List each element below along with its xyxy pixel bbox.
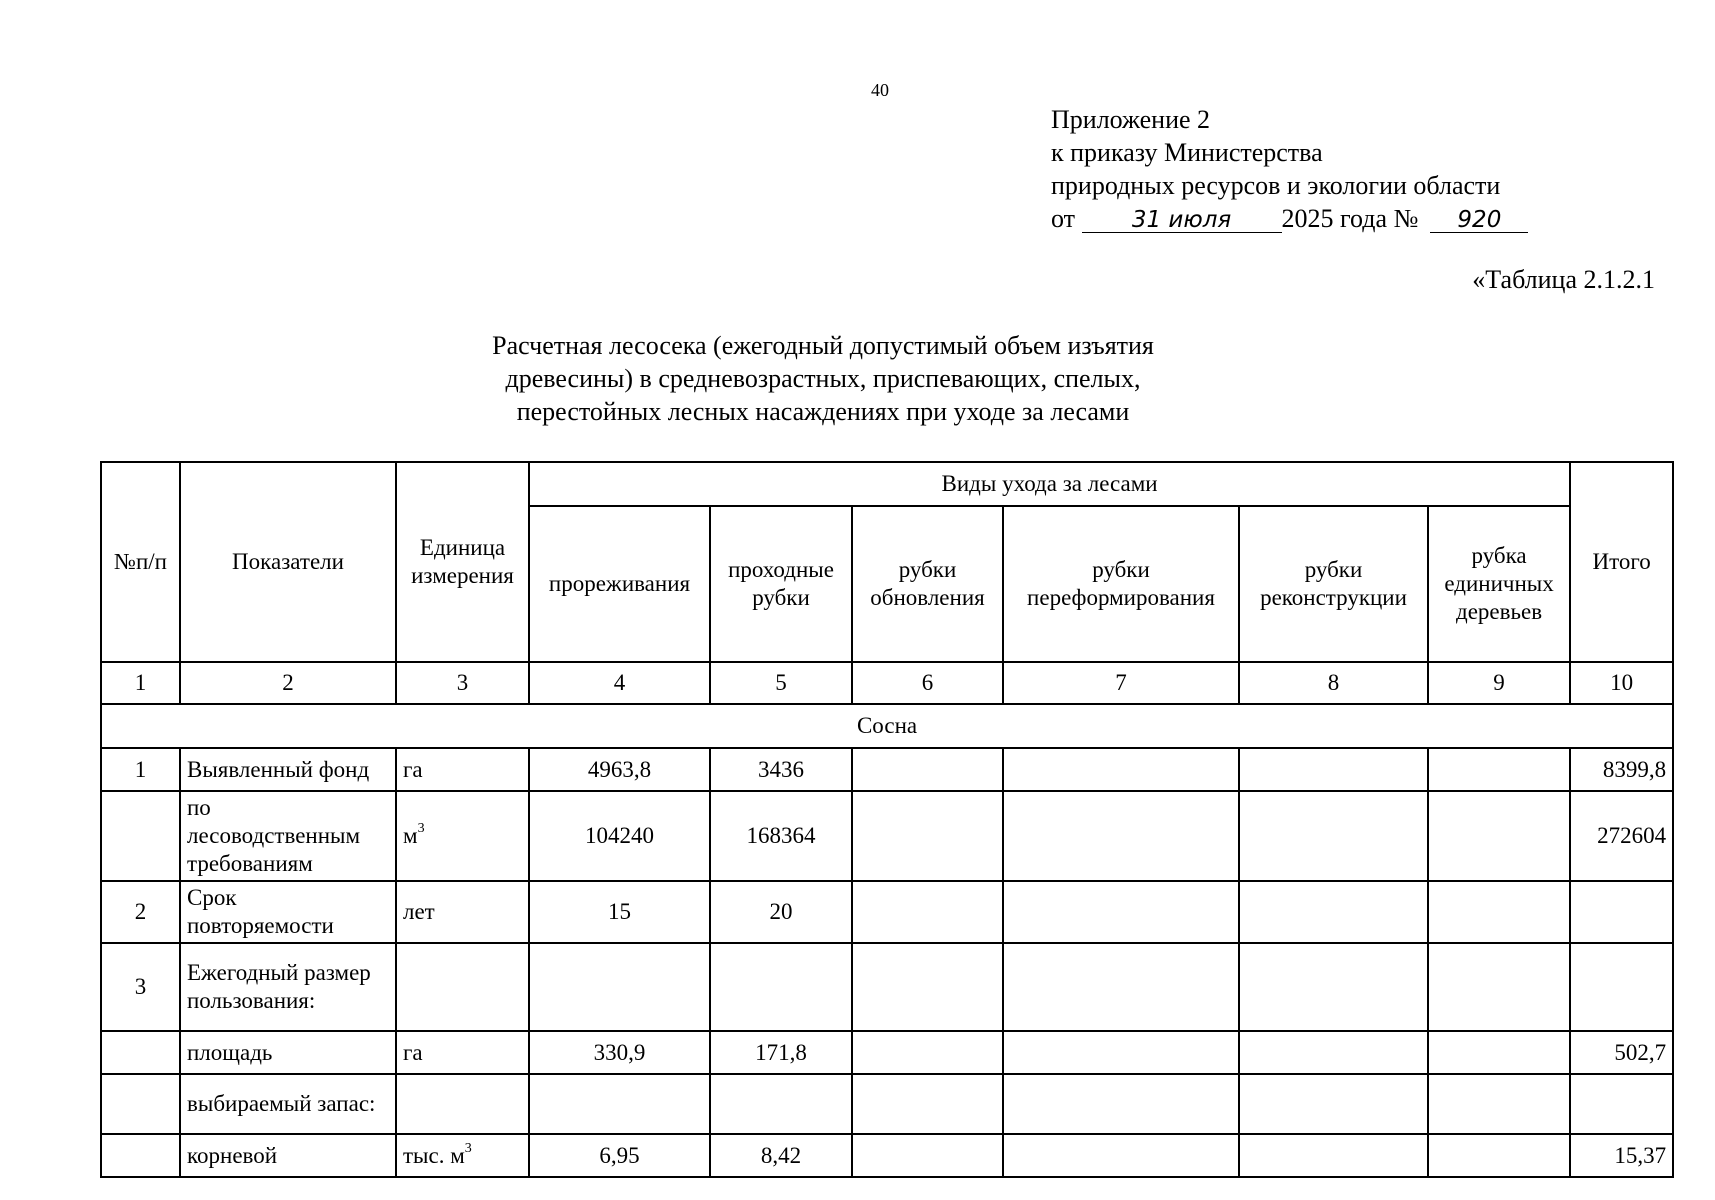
cell-total xyxy=(1570,1074,1673,1134)
header-reconstruction-cuts: рубки реконструкции xyxy=(1239,506,1428,662)
row-unit xyxy=(396,943,529,1031)
column-number: 9 xyxy=(1428,662,1570,704)
date-prefix: от xyxy=(1051,204,1076,233)
cell-total: 502,7 xyxy=(1570,1031,1673,1074)
cell-passing: 8,42 xyxy=(710,1134,852,1177)
header-thinning: прореживания xyxy=(529,506,710,662)
row-num xyxy=(101,791,180,881)
row-indicator: по лесоводственным требованиям xyxy=(180,791,396,881)
cell-single-trees xyxy=(1428,748,1570,791)
cell-thinning: 330,9 xyxy=(529,1031,710,1074)
cell-reformation xyxy=(1003,881,1239,943)
cell-thinning: 6,95 xyxy=(529,1134,710,1177)
row-unit: га xyxy=(396,1031,529,1074)
cell-reconstruction xyxy=(1239,1031,1428,1074)
header-row-1 xyxy=(101,462,1673,506)
cell-single-trees xyxy=(1428,1074,1570,1134)
cell-reconstruction xyxy=(1239,881,1428,943)
header-care-types: Виды ухода за лесами xyxy=(529,462,1570,506)
cell-renewal xyxy=(852,748,1003,791)
table-row xyxy=(101,1031,1673,1074)
table-row xyxy=(101,1074,1673,1134)
cell-thinning: 104240 xyxy=(529,791,710,881)
cell-total: 8399,8 xyxy=(1570,748,1673,791)
row-num xyxy=(101,1074,180,1134)
appendix-order-ref: к приказу Министерства xyxy=(1051,138,1323,167)
table-row xyxy=(101,791,1673,881)
cell-single-trees xyxy=(1428,791,1570,881)
table-row xyxy=(101,1134,1673,1177)
cell-reconstruction xyxy=(1239,943,1428,1031)
cell-total: 272604 xyxy=(1570,791,1673,881)
cell-single-trees xyxy=(1428,1031,1570,1074)
appendix-date-line xyxy=(1051,202,1528,235)
appendix-block xyxy=(1051,103,1528,235)
row-unit xyxy=(396,791,529,881)
row-num: 3 xyxy=(101,943,180,1031)
cell-thinning xyxy=(529,943,710,1031)
column-number: 3 xyxy=(396,662,529,704)
appendix-title: Приложение 2 xyxy=(1051,105,1211,134)
header-single-tree-cuts: рубка единичных деревьев xyxy=(1428,506,1570,662)
row-indicator: площадь xyxy=(180,1031,396,1074)
column-number: 8 xyxy=(1239,662,1428,704)
cell-thinning: 4963,8 xyxy=(529,748,710,791)
header-indicators: Показатели xyxy=(180,462,396,662)
section-title: Сосна xyxy=(101,704,1673,748)
row-indicator: Ежегодный размер пользования: xyxy=(180,943,396,1031)
cell-reformation xyxy=(1003,1031,1239,1074)
row-indicator: выбираемый запас: xyxy=(180,1074,396,1134)
cell-passing: 171,8 xyxy=(710,1031,852,1074)
cell-passing: 20 xyxy=(710,881,852,943)
column-number: 1 xyxy=(101,662,180,704)
cell-single-trees xyxy=(1428,881,1570,943)
column-number: 7 xyxy=(1003,662,1239,704)
header-unit: Единица измерения xyxy=(396,462,529,662)
row-indicator: Выявленный фонд xyxy=(180,748,396,791)
title-line-1: Расчетная лесосека (ежегодный допустимый объем изъятия xyxy=(492,331,1154,360)
cell-reformation xyxy=(1003,1074,1239,1134)
cell-passing: 3436 xyxy=(710,748,852,791)
column-number: 5 xyxy=(710,662,852,704)
title-line-3: перестойных лесных насаждениях при уходе за лесами xyxy=(516,397,1130,426)
unit-superscript: 3 xyxy=(417,821,425,837)
cell-reconstruction xyxy=(1239,748,1428,791)
column-number: 2 xyxy=(180,662,396,704)
unit-base: тыс. м xyxy=(403,1142,465,1168)
row-num xyxy=(101,1031,180,1074)
row-num: 1 xyxy=(101,748,180,791)
handwritten-date: 31 июля xyxy=(1082,208,1282,233)
cell-thinning xyxy=(529,1074,710,1134)
cell-passing xyxy=(710,943,852,1031)
unit-base: м xyxy=(403,823,418,848)
cell-reformation xyxy=(1003,1134,1239,1177)
cell-renewal xyxy=(852,791,1003,881)
cell-thinning: 15 xyxy=(529,881,710,943)
cell-passing xyxy=(710,1074,852,1134)
appendix-ministry: природных ресурсов и экологии области xyxy=(1051,171,1501,200)
cell-renewal xyxy=(852,881,1003,943)
header-num: №п/п xyxy=(101,462,180,662)
year-text: 2025 года № xyxy=(1281,204,1419,233)
row-unit: га xyxy=(396,748,529,791)
handwritten-order-number: 920 xyxy=(1430,208,1528,233)
cell-total: 15,37 xyxy=(1570,1134,1673,1177)
header-renewal-cuts: рубки обновления xyxy=(852,506,1003,662)
column-number: 4 xyxy=(529,662,710,704)
cell-reconstruction xyxy=(1239,1134,1428,1177)
table-row xyxy=(101,943,1673,1031)
cell-single-trees xyxy=(1428,1134,1570,1177)
section-row xyxy=(101,704,1673,748)
header-reformation-cuts: рубки переформирования xyxy=(1003,506,1239,662)
header-total: Итого xyxy=(1570,462,1673,662)
cell-renewal xyxy=(852,1074,1003,1134)
cell-reformation xyxy=(1003,748,1239,791)
row-unit xyxy=(396,1074,529,1134)
document-title xyxy=(483,329,1163,428)
title-line-2: древесины) в средневозрастных, приспевающих, спелых, xyxy=(505,364,1141,393)
cell-total xyxy=(1570,943,1673,1031)
header-passing-cuts: проходные рубки xyxy=(710,506,852,662)
row-unit: лет xyxy=(396,881,529,943)
cell-single-trees xyxy=(1428,943,1570,1031)
cell-reformation xyxy=(1003,943,1239,1031)
row-num xyxy=(101,1134,180,1177)
column-number: 10 xyxy=(1570,662,1673,704)
cell-reconstruction xyxy=(1239,1074,1428,1134)
table-row xyxy=(101,881,1673,943)
cell-renewal xyxy=(852,1134,1003,1177)
table-row xyxy=(101,748,1673,791)
column-number: 6 xyxy=(852,662,1003,704)
cell-passing: 168364 xyxy=(710,791,852,881)
table-label: «Таблица 2.1.2.1 xyxy=(1472,265,1655,294)
row-unit xyxy=(396,1134,529,1177)
cell-renewal xyxy=(852,943,1003,1031)
row-indicator: Срок повторяемости xyxy=(180,881,396,943)
unit-superscript: 3 xyxy=(464,1140,472,1156)
page-number: 40 xyxy=(871,80,889,100)
cell-reformation xyxy=(1003,791,1239,881)
forest-care-table xyxy=(100,461,1674,1178)
row-indicator: корневой xyxy=(180,1134,396,1177)
cell-total xyxy=(1570,881,1673,943)
column-number-row xyxy=(101,662,1673,704)
row-num: 2 xyxy=(101,881,180,943)
cell-renewal xyxy=(852,1031,1003,1074)
cell-reconstruction xyxy=(1239,791,1428,881)
